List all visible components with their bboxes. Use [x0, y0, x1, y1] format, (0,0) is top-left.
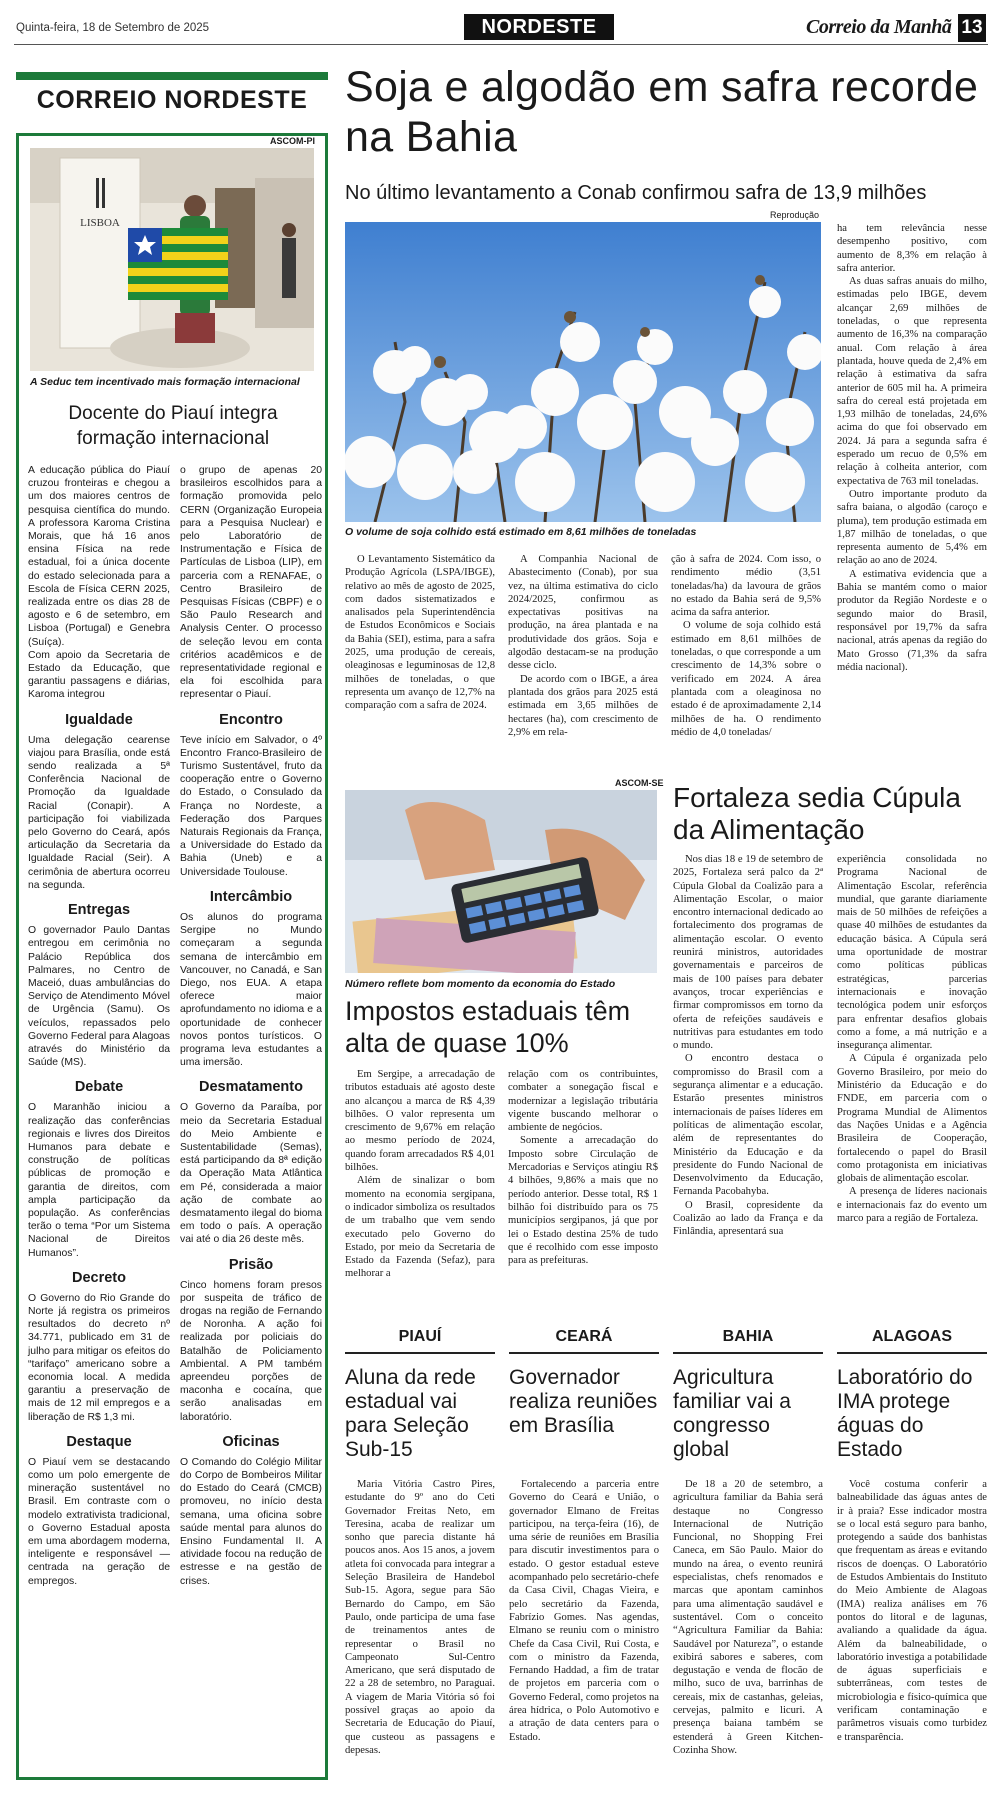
- cotton-photo: [345, 222, 821, 522]
- regional-label: CEARÁ: [555, 1328, 613, 1345]
- sidebar-item-text: O governador Paulo Dantas entregou em cerimônia no Palácio República dos Palmares, no Centro de Maceió, duas ambulâncias do Serviço de Atendimento Móvel de Urgência (Samu). Os veículos, repassados pelo Governo Federal para Alagoas através do Ministério da Saúde (MS).: [28, 925, 170, 1069]
- regional-text: Maria Vitória Castro Pires, estudante do 9º ano do Ceti Governador Freitas Neto, em Teresina, acaba de realizar um sonho que parecia distante há poucos anos. Aos 15 anos, a jovem atleta foi convocada para integrar a Seleção Brasileira de Handebol Sub-15. Agora, segue para São Bernardo do Campo, em São Paulo, onde participa de uma fase de treinamentos antes de representar o Brasil no Campeonato Sul-Centro Americano, que será disputado de 22 a 28 de setembro, no Paraguai. A viagem de Maria Vitória só foi possível graças ao apoio da Secretaria de Educação do Piauí, que custeou as passagens e depesas.: [345, 1479, 495, 1756]
- main-column-1: [345, 553, 495, 713]
- sidebar-item-text: Uma delegação cearense viajou para Brasília, onde está sendo realizada a 5ª Conferência Nacional de Promoção da Igualdade Racial (Conapir). A participação foi viabilizada pelo Governo do Ceará, após articulação da Secretaria da Igualdade Racial (Seir). A cerimônia de abertura ocorreu na segunda.: [28, 734, 170, 891]
- sidebar-item-text: Teve início em Salvador, o 4º Encontro Franco-Brasileiro de Turismo Sustentável, fruto da cooperação entre o Governo do Estado, o Consulado da França no Nordeste, a Federação dos Parques Naturais Regionais da França, a Universidade do Estado da Bahia (Uneb) e a Universidade Toulouse.: [180, 734, 322, 878]
- regional-column: [509, 1328, 659, 1757]
- fortaleza-headline: Fortaleza sedia Cúpula da Alimentação: [673, 782, 961, 845]
- fortaleza-column-1: [673, 853, 823, 1239]
- sidebar-item-title: Encontro: [219, 711, 283, 728]
- page-number: 13: [958, 14, 986, 42]
- paragraph: O Brasil, copresidente da Coalizão ao lado da França e da Finlândia, apresentará sua: [673, 1199, 823, 1238]
- sidebar-item-title: Prisão: [228, 1256, 274, 1273]
- impostos-photo: [345, 790, 657, 973]
- sidebar-item-text: O Governo do Rio Grande do Norte já registra os primeiros resultados do decreto nº 34.771, publicado em 31 de julho para mitigar os efeitos do “tarifaço” americano sobre a economia local. A medida garantiu a preservação de mais de 12 mil empregos e a liberação de R$ 1,3 mi.: [28, 1292, 170, 1423]
- paragraph: relação com os contribuintes, combater a sonegação fiscal e modernizar a legislação tributária vigente buscando melhorar o ambiente de negócios.: [508, 1069, 658, 1134]
- sidebar-intro-paragraph: A educação pública do Piauí cruzou fronteiras e chegou a um dos maiores centros de pesquisa científica do mundo. A professora Karoma Cristina Morais, que há 16 anos ensina Física na rede estadual, foi a única docente do estado selecionada para a Escola de Física CERN 2025, realizada entre os dias 28 de agosto e 6 de setembro, em Lisboa (Portugal) e Genebra (Suíça).: [28, 465, 170, 648]
- paragraph: ha tem relevância nesse desempenho positivo, com aumento de 8,3% em relação à safra anterior.: [837, 223, 987, 274]
- impostos-headline: Impostos estaduais têm alta de quase 10%: [345, 996, 631, 1058]
- header-rule: [14, 44, 988, 45]
- sidebar-item-text: Cinco homens foram presos por suspeita de tráfico de drogas na região de Fernando de Noronha. A ação foi realizada por policiais do Batalhão de Policiamento Ambiental. A PM também apreendeu porções de maconha e cocaína, que serão analisadas em laboratório.: [180, 1279, 322, 1423]
- main-headline: Soja e algodão em safra recorde na Bahia: [345, 63, 979, 161]
- sidebar-item-text: O Piauí vem se destacando como um polo emergente de mineração sustentável no Brasil. Em contraste com o modelo extrativista tradicional, o Governo Estadual aposta em uma abordagem moderna, inteligente e responsável — centrada na geração de empregos.: [28, 1456, 170, 1587]
- sidebar-column-1: [28, 464, 170, 1588]
- regional-strip: [345, 1328, 987, 1788]
- regional-rule: [345, 1352, 495, 1354]
- regional-text: De 18 a 20 de setembro, a agricultura familiar da Bahia será destaque no Congresso Internacional de Nutrição Funcional, no Shopping Frei Caneca, em São Paulo. Maior do mundo na área, o evento reunirá especialistas, chefs renomados e marcas que apontam caminhos para uma alimentação saudável e sustentável. Com o conceito “Agricultura Familiar da Bahia: Saudável por Natureza”, o estande exibirá sabores e saberes, com degustação e venda de flocão de milho, suco de uva, barrinhas de cereais, mix de castanhas, geleias, cervejas, palmito e licuri. A presença baiana também se estenderá à Green Kitchen-Cozinha Show.: [673, 1479, 823, 1756]
- sidebar-item-text: O Maranhão iniciou a realização das conferências regionais e livres dos Direitos Humanos para debate e construção de políticas públicas de promoção e garantia de direitos, com ampla participação da população. As conferências terão o tema “Por um Sistema Nacional de Direitos Humanos”.: [28, 1102, 170, 1259]
- sidebar-item-title: Debate: [74, 1079, 124, 1096]
- impostos-photo-credit: ASCOM-SE: [615, 778, 664, 788]
- regional-rule: [837, 1352, 987, 1354]
- sidebar-photo-caption: A Seduc tem incentivado mais formação internacional: [30, 376, 300, 388]
- flag: [128, 228, 228, 300]
- paragraph: Em Sergipe, a arrecadação de tributos estaduais até agosto deste ano alcançou a marca de R$ 4,39 bilhões. O valor representa um crescimento de 9,67% em relação ao mesmo período de 2024, quando foram arrecadados R$ 4,01 bilhões.: [345, 1069, 495, 1174]
- paragraph: O volume de soja colhido está estimado em 8,61 milhões de toneladas, o que corresponde a um crescimento de 14,3% sobre o verificado em 2024. A área plantada com a oleaginosa no estado é de aproximadamente 2,14 milhões de ha. O rendimento médio de 4,0 toneladas/: [671, 620, 821, 738]
- paragraph: Nos dias 18 e 19 de setembro de 2025, Fortaleza será palco da 2ª Cúpula Global da Coalizão para a Alimentação Escolar, o maior encontro internacional dedicado ao fortalecimento dos programas de alimentação escolar. O evento reunirá ministros, autoridades governamentais e parceiros de mais de 100 países para debater avanços, trocar experiências e firmar compromissos em torno da oferta de refeições saudáveis e nutritivas para estudantes em todo o mundo.: [673, 854, 823, 1052]
- regional-label: ALAGOAS: [872, 1328, 952, 1345]
- calculator-money-image: [345, 790, 657, 973]
- regional-headline: Governador realiza reuniões em Brasília: [509, 1366, 658, 1437]
- regional-headline: Aluna da rede estadual vai para Seleção Sub-15: [345, 1366, 476, 1461]
- section-tag: NORDESTE: [464, 14, 614, 40]
- paragraph: A estimativa evidencia que a Bahia se mantém como o maior produtor da Região Nordeste e o segundo maior do Brasil, responsável por 19,7% da safra nacional, atrás apenas da região do Mato Grosso (71,3% da safra média nacional).: [837, 568, 987, 673]
- sidebar-accent-bar: [16, 72, 328, 80]
- sidebar-item-title: Entregas: [67, 902, 131, 919]
- sidebar-item-title: Igualdade: [65, 711, 133, 728]
- main-column-3: [671, 553, 821, 739]
- paragraph: experiência consolidada no Programa Nacional de Alimentação Escolar, referência mundial, que garante diariamente mais de 50 milhões de refeições a quase 40 milhões de estudantes da educação básica. A Cúpula será uma oportunidade de mostrar como políticas públicas estratégicas, parcerias internacionais e inovação tecnológica podem unir esforços para enfrentar desafios globais como a fome, a má nutrição e a insegurança alimentar.: [837, 854, 987, 1052]
- sidebar-item-title: Intercâmbio: [209, 888, 293, 905]
- regional-rule: [509, 1352, 659, 1354]
- banner-text: LISBOA: [80, 217, 120, 229]
- paragraph: De acordo com o IBGE, a área plantada dos grãos para 2025 está estimada em 3,65 milhões de hectares (ha), com crescimento de 2,9% em rela-: [508, 673, 658, 738]
- paragraph: O Levantamento Sistemático da Produção Agrícola (LSPA/IBGE), relativo ao mês de agosto de 2025, com dados sistematizados e analisados pela Superintendência de Estudos Econômicos e Sociais da Bahia (SEI), estima, para a safra 2025, uma produção de cereais, oleaginosas e leguminosas de 12,8 milhões de toneladas, o que representa um avanço de 12,7% na comparação com a safra de 2024.: [345, 554, 496, 712]
- sidebar-headline: Docente do Piauí integra formação internacional: [68, 403, 278, 449]
- regional-rule: [673, 1352, 823, 1354]
- main-column-4: [837, 222, 987, 674]
- sidebar-title: CORREIO NORDESTE: [36, 86, 308, 114]
- newspaper-name: Correio da Manhã: [806, 16, 952, 38]
- main-subhead: No último levantamento a Conab confirmou safra de 13,9 milhões: [345, 182, 927, 204]
- sidebar-intro-paragraph: o grupo de apenas 20 brasileiros escolhidos para a formação promovida pelo CERN (Organização Europeia para a Pesquisa Nuclear) e pelo Laboratório de Instrumentação e Física de Partículas de Lisboa (LIP), em parceria com a RENAFAE, o Centro Brasileiro de Pesquisas Físicas (CBPF) e o São Paulo Research and Analysis Center. O processo de seleção levou em conta critérios acadêmicos e de representatividade regional e ela foi escolhida para representar o Piauí.: [180, 465, 322, 701]
- paragraph: A Cúpula é organizada pelo Governo Brasileiro, por meio do Ministério da Educação e do FNDE, em parceria com o Programa Mundial de Alimentos das Nações Unidas e a Agência Brasileira de Cooperação, fortalecendo o papel do Brasil como protagonista em iniciativas globais de alimentação escolar.: [837, 1053, 987, 1185]
- sidebar-photo-credit: ASCOM-PI: [270, 136, 315, 146]
- impostos-column-1: [345, 1068, 495, 1281]
- regional-headline: Agricultura familiar vai a congresso global: [673, 1366, 791, 1461]
- paragraph: Outro importante produto da safra baiana, o algodão (caroço e pluma), tem produção estimada em 1,87 milhão de toneladas, o que representa aumento de 5,4% em relação ao ano de 2024.: [837, 488, 987, 567]
- impostos-photo-caption: Número reflete bom momento da economia do Estado: [345, 978, 616, 990]
- paragraph: As duas safras anuais do milho, estimadas pelo IBGE, devem alcançar 2,69 milhões de toneladas, o que representa aumento de 16,3% na comparação anual. Com relação à área plantada, houve queda de 2,4% em relação à estimativa da safra anterior de 605 mil ha. A primeira safra do cereal está projetada em 1,93 milhão de toneladas, 24,6% acima do que foi observado em 2024. Já para a segunda safra é esperado um recuo de 0,5% em relação à colheita anterior, com expectativa de 763 mil toneladas.: [837, 276, 987, 487]
- regional-column: [837, 1328, 987, 1757]
- sidebar-intro-paragraph: Com apoio da Secretaria de Estado da Educação, que garantiu passagens e diárias, Karoma integrou: [28, 649, 170, 701]
- regional-label: PIAUÍ: [398, 1328, 442, 1345]
- paragraph: A presença de líderes nacionais e internacionais faz do evento um marco para a região de Fortaleza.: [837, 1186, 987, 1225]
- sidebar-item-text: O Comando do Colégio Militar do Corpo de Bombeiros Militar do Estado do Ceará (CMCB) promoveu, no início desta semana, uma oficina sobre saúde mental para alunos do Ensino Fundamental II. A atividade focou na redução de estresse e na gestão de crises.: [180, 1456, 322, 1587]
- paragraph: O encontro destaca o compromisso do Brasil com a segurança alimentar e a educação. Estarão presentes ministros internacionais de países líderes em políticas de alimentação escolar, além de representantes do Ministério da Educação e da presidente do Fundo Nacional de Desenvolvimento da Educação, Fernanda Pacobahyba.: [673, 1053, 823, 1198]
- teacher-with-flag-photo: [30, 148, 314, 371]
- sidebar-photo: [30, 148, 314, 371]
- paragraph: Além de sinalizar o bom momento na economia sergipana, o indicador simboliza os resultados de um trabalho que vem sendo executado pelo Governo do Estado, por meio da Secretaria de Estado da Fazenda (Sefaz), para melhorar a: [345, 1175, 495, 1280]
- regional-headline: Laboratório do IMA protege águas do Estado: [837, 1366, 973, 1461]
- issue-date: Quinta-feira, 18 de Setembro de 2025: [16, 22, 210, 34]
- sidebar-item-title: Destaque: [66, 1433, 132, 1450]
- main-photo-caption: O volume de soja colhido está estimado em 8,61 milhões de toneladas: [345, 526, 697, 538]
- sidebar-item-title: Oficinas: [222, 1433, 280, 1450]
- main-column-2: [508, 553, 658, 739]
- regional-column: [345, 1328, 495, 1757]
- sidebar-item-text: O Governo da Paraíba, por meio da Secretaria Estadual do Meio Ambiente e Sustentabilidade (Semas), está participando da 8ª edição da Operação Mata Atlântica em Pé, considerada a maior ação de combate ao desmatamento ilegal do bioma em todo o país. A operação vai até o dia 26 deste mês.: [180, 1102, 322, 1246]
- regional-label: BAHIA: [722, 1328, 774, 1345]
- fortaleza-column-2: [837, 853, 987, 1225]
- impostos-column-2: [508, 1068, 658, 1267]
- sidebar-item-text: Os alunos do programa Sergipe no Mundo começaram a segunda semana de intercâmbio em Vancouver, no Canadá, e San Diego, nos EUA. A etapa oferece maior aprofundamento no idioma e a oportunidade de conhecer novos pontos turísticos. O programa leva estudantes a uma imersão.: [180, 911, 322, 1069]
- regional-text: Fortalecendo a parceria entre Governo do Ceará e União, o governador Elmano de Freitas participou, na terça-feira (16), de uma série de reuniões em Brasília para discutir investimentos para o estado. O gestor estadual esteve acompanhado pelo secretário-chefe da Casa Civil, Chagas Vieira, e pelo secretário da Fazenda, Fabrízio Gomes. Nas agendas, Elmano se reuniu com o ministro Chefe da Casa Civil, Rui Costa, e com o ministro da Fazenda, Fernando Haddad, a fim de tratar de projetos em parceria com o Governo Federal, como projetos na área hídrica, o Polo Automotivo e a atração de data centers para o Estado.: [509, 1479, 659, 1743]
- sidebar-item-title: Decreto: [72, 1269, 126, 1286]
- cotton-field-image: [345, 222, 821, 522]
- paragraph: A Companhia Nacional de Abastecimento (Conab), por sua vez, na última estimativa do ciclo 2024/2025, confirmou as expectativas positivas na produção, na área plantada e na produtividade dos grãos. Soja e algodão destacam-se na produção desse ciclo.: [508, 554, 658, 672]
- paragraph: Somente a arrecadação do Imposto sobre Circulação de Mercadorias e Serviços atingiu R$ 4 bilhões, 9,86% a mais que no período anterior. Desse total, R$ 1 bilhão foi distribuído para os 75 municípios sergipanos, já que por lei o Estado destina 25% de tudo que é recolhido com esse imposto para as prefeituras.: [508, 1135, 658, 1267]
- main-photo-credit: Reprodução: [770, 210, 820, 220]
- paragraph: ção à safra de 2024. Com isso, o rendimento médio (3,51 toneladas/ha) da lavoura de grãos no estado da Bahia será de 9,5% acima da safra anterior.: [671, 554, 821, 619]
- sidebar-item-title: Desmatamento: [199, 1079, 303, 1096]
- regional-text: Você costuma conferir a balneabilidade das águas antes de ir à praia? Esse indicador mostra se o local está seguro para banho, protegendo a saúde dos banhistas que frequentam as áreas e evitando riscos de doenças. O Laboratório de Estudos Ambientais do Instituto do Meio Ambiente de Alagoas (IMA) realiza análises em 76 pontos do litoral e de lagunas, avaliando a qualidade da água. Além da balneabilidade, o laboratório investiga a potabilidade de águas superficiais e subterrâneas, com testes de microbiologia e físico-química que verificam contaminação e parâmetros visuais como turbidez e transparência.: [837, 1479, 987, 1743]
- regional-column: [673, 1328, 823, 1757]
- sidebar-column-2: [180, 464, 322, 1588]
